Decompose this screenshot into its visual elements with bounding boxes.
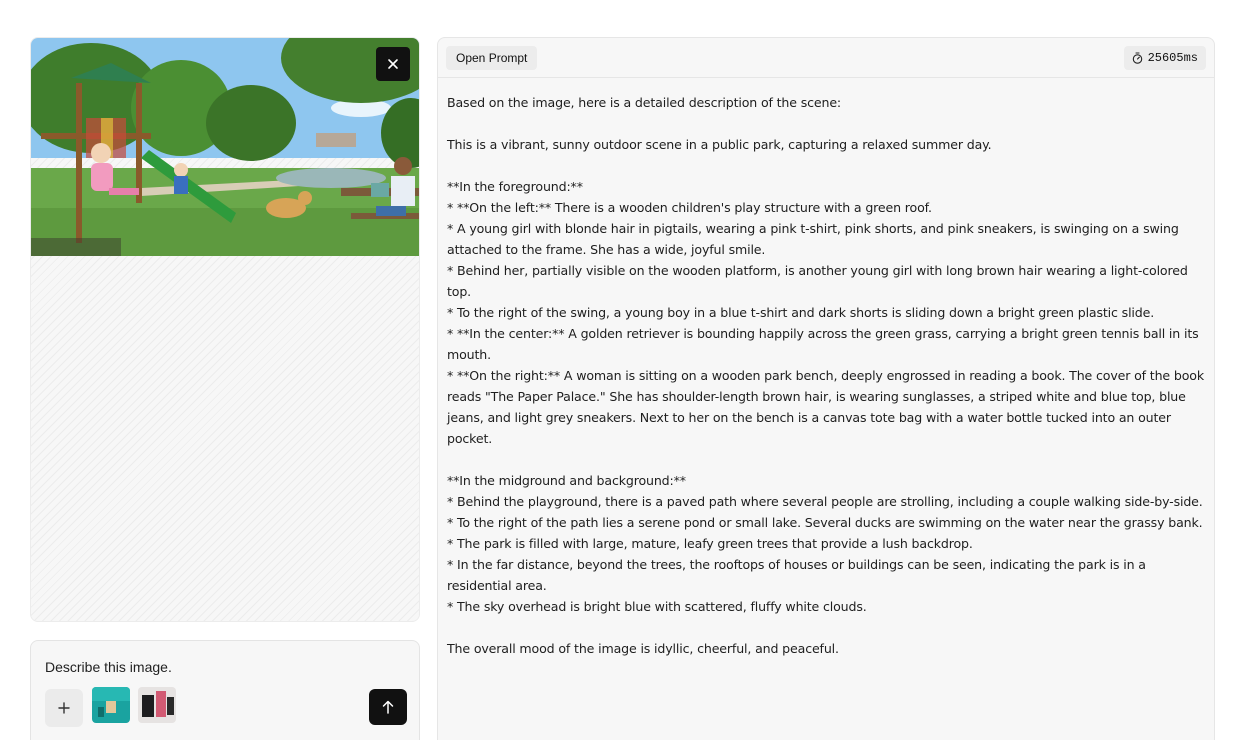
close-icon xyxy=(387,58,399,70)
arrow-up-icon xyxy=(382,700,394,714)
response-line: * **On the right:** A woman is sitting on a wooden park bench, deeply engrossed in reading a book. The cover of the book reads "The Paper Palace." She has shoulder-length brown hair, is wearing sunglasses, a striped white and blue top, blue jeans, and light grey sneakers. Next to her on the bench is a canvas tote bag with a water bottle tucked into an outer pocket. xyxy=(447,368,1204,446)
prompt-input[interactable]: Describe this image. xyxy=(45,659,172,675)
plus-icon xyxy=(58,702,70,714)
uploaded-photo xyxy=(31,38,420,256)
response-line: * To the right of the swing, a young boy in a blue t-shirt and dark shorts is sliding down a bright green plastic slide. xyxy=(447,305,1155,320)
response-line: The overall mood of the image is idyllic, cheerful, and peaceful. xyxy=(447,641,839,656)
left-column xyxy=(30,37,420,740)
send-button[interactable] xyxy=(369,689,407,725)
attachment-thumbnail-photo[interactable] xyxy=(138,687,176,723)
paragraph-gap xyxy=(447,155,1204,176)
teal-thumbnail-image xyxy=(92,687,130,723)
response-line: This is a vibrant, sunny outdoor scene in a public park, capturing a relaxed summer day. xyxy=(447,137,992,152)
duration-text: 25605ms xyxy=(1147,51,1198,65)
image-preview-panel xyxy=(30,37,420,622)
response-line: * Behind her, partially visible on the wooden platform, is another young girl with long brown hair wearing a light-colored top. xyxy=(447,263,1188,299)
response-line: * **In the center:** A golden retriever is bounding happily across the green grass, carrying a bright green tennis ball in its mouth. xyxy=(447,326,1199,362)
response-line: * **On the left:** There is a wooden children's play structure with a green roof. xyxy=(447,200,932,215)
attachment-thumbnail-teal[interactable] xyxy=(92,687,130,723)
response-panel xyxy=(437,37,1215,740)
response-text xyxy=(438,78,1214,659)
close-image-button[interactable] xyxy=(376,47,410,81)
paragraph-gap xyxy=(447,449,1204,470)
response-line: * In the far distance, beyond the trees, the rooftops of houses or buildings can be seen, indicating the park is in a residential area. xyxy=(447,557,1146,593)
prompt-composer xyxy=(30,640,420,740)
response-line: **In the foreground:** xyxy=(447,179,583,194)
response-line: * To the right of the path lies a serene pond or small lake. Several ducks are swimming on the water near the grassy bank. xyxy=(447,515,1203,530)
response-line: Based on the image, here is a detailed description of the scene: xyxy=(447,95,842,110)
response-line: * The sky overhead is bright blue with scattered, fluffy white clouds. xyxy=(447,599,867,614)
stopwatch-icon xyxy=(1132,52,1143,64)
response-line: * The park is filled with large, mature, leafy green trees that provide a lush backdrop. xyxy=(447,536,973,551)
open-prompt-button[interactable]: Open Prompt xyxy=(446,46,537,70)
paragraph-gap xyxy=(447,617,1204,638)
response-line: * A young girl with blonde hair in pigtails, wearing a pink t-shirt, pink shorts, and pink sneakers, is swinging on a swing attached to the frame. She has a wide, joyful smile. xyxy=(447,221,1179,257)
add-attachment-button[interactable] xyxy=(45,689,83,727)
paragraph-gap xyxy=(447,113,1204,134)
duration-badge xyxy=(1124,46,1206,70)
response-header xyxy=(438,38,1214,78)
photo-thumbnail-image xyxy=(138,687,176,723)
response-line: * Behind the playground, there is a paved path where several people are strolling, including a couple walking side-by-side. xyxy=(447,494,1203,509)
response-line: **In the midground and background:** xyxy=(447,473,686,488)
